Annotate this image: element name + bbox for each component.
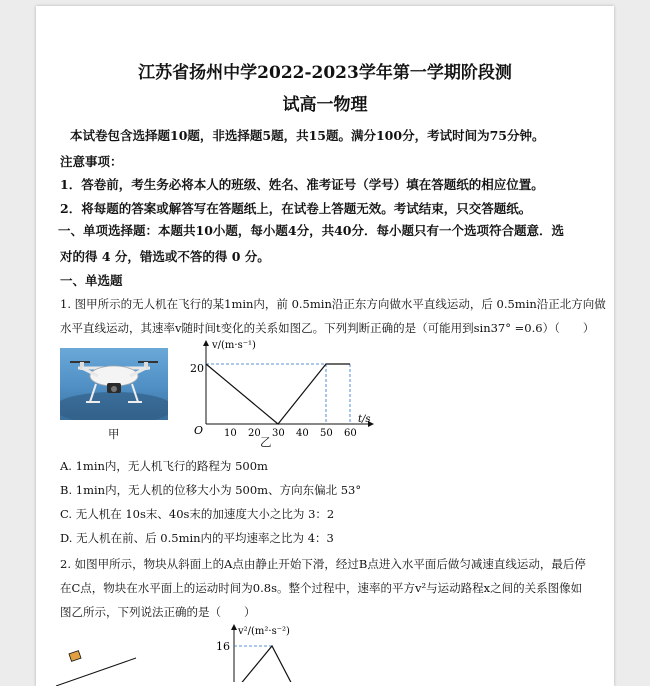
- x-tick-60: 60: [344, 428, 357, 436]
- q1-option-d: D. 无人机在前、后 0.5min内的平均速率之比为 4：3: [60, 531, 334, 545]
- x-tick-20: 20: [248, 428, 261, 436]
- velocity-time-chart: [186, 336, 376, 436]
- x-tick-50: 50: [320, 428, 333, 436]
- incline-diagram: [36, 646, 146, 686]
- exam-title-line2: 试高一物理: [282, 95, 368, 115]
- notice-item-2: 2．将每题的答案或解答写在答题纸上，在试卷上答题无效。考试结束，只交答题纸。: [60, 201, 532, 216]
- v2-y-axis-arrow: [231, 624, 237, 630]
- section-instruction-line2: 对的得 4 分，错选或不答的得 0 分。: [60, 249, 270, 264]
- y-axis-arrow: [203, 340, 209, 346]
- drone-photo: [60, 348, 168, 420]
- q1-option-b: B. 1min内，无人机的位移大小为 500m、方向东偏北 53°: [60, 483, 362, 497]
- y-axis-label: v/(m·s⁻¹): [212, 340, 256, 351]
- section-subheading: 一、单选题: [60, 273, 123, 288]
- q1-stem-line2: 水平直线运动，其速率v随时间t变化的关系如图乙。下列判断正确的是（可能用到sin37° =0.6）（ ）: [60, 321, 595, 335]
- sliding-block: [69, 651, 81, 662]
- notice-heading: 注意事项：: [60, 154, 123, 169]
- exam-info: 本试卷包含选择题10题，非选择题5题，共15题。满分100分，考试时间为75分钟。: [70, 128, 545, 143]
- x-tick-40: 40: [296, 428, 309, 436]
- q2-stem-line1: 2. 如图甲所示，物块从斜面上的A点由静止开始下滑，经过B点进入水平面后做匀减速直线运动，最后停: [60, 557, 586, 571]
- v2-series-line: [234, 646, 296, 682]
- figure-a-caption: 甲: [108, 427, 120, 441]
- incline-surface: [56, 658, 136, 686]
- figure-b-caption: 乙: [260, 435, 272, 449]
- x-tick-10: 10: [224, 428, 237, 436]
- origin-label: O: [194, 424, 204, 436]
- q2-stem-line2: 在C点，物块在水平面上的运动时间为0.8s。整个过程中，速率的平方v²与运动路程x之间的关系图像如: [60, 581, 583, 595]
- y-tick-20: 20: [190, 362, 204, 375]
- q1-stem-line1: 1. 图甲所示的无人机在飞行的某1min内，前 0.5min沿正东方向做水平直线运动，后 0.5min沿正北方向做: [60, 297, 606, 311]
- q1-option-a: A. 1min内，无人机飞行的路程为 500m: [60, 459, 268, 473]
- q2-stem-line3: 图乙所示，下列说法正确的是（ ）: [60, 605, 256, 619]
- exam-page: [36, 6, 614, 686]
- notice-item-1: 1．答卷前，考生务必将本人的班级、姓名、准考证号（学号）填在答题纸的相应位置。: [60, 177, 544, 192]
- q1-option-c: C. 无人机在 10s末、40s末的加速度大小之比为 3：2: [60, 507, 335, 521]
- v2-y-tick-16: 16: [216, 640, 230, 653]
- x-tick-30: 30: [272, 428, 285, 436]
- drone-icon: [60, 348, 168, 420]
- section-instruction-line1: 一、单项选择题：本题共10小题，每小题4分，共40分．每小题只有一个选项符合题意．选: [58, 223, 564, 238]
- v2-y-axis-label: v²/(m²·s⁻²): [238, 626, 290, 637]
- velocity-series-line: [206, 364, 350, 424]
- x-axis-label: t/s: [358, 414, 371, 425]
- exam-title-line1: 江苏省扬州中学2022-2023学年第一学期阶段测: [138, 63, 512, 83]
- v2-x-chart: [216, 622, 336, 682]
